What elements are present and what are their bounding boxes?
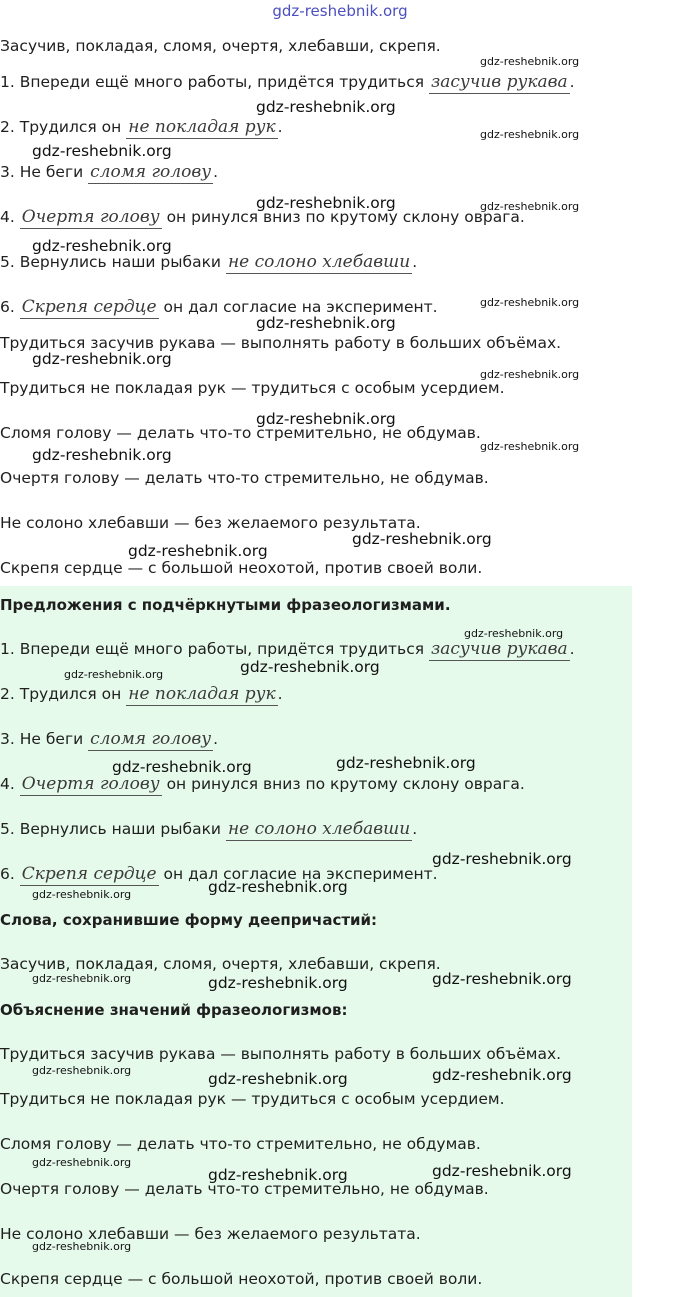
answer-meaning-1: Трудиться засучив рукава — выполнять работу в больших объёмах.: [0, 1045, 562, 1063]
watermark: gdz-reshebnik.org: [464, 627, 564, 640]
heading-words: Слова, сохранившие форму деепричастий:: [0, 911, 378, 929]
watermark: gdz-reshebnik.org: [256, 194, 396, 212]
top-meaning-3: Сломя голову — делать что-то стремительно, не обдумав.: [0, 424, 481, 442]
sentence-text: Трудился он: [19, 118, 122, 136]
sentence-text: Впереди ещё много работы, придётся трудиться: [19, 640, 425, 658]
answer-sentence-5: [0, 819, 417, 839]
sentence-tail: .: [213, 163, 219, 181]
watermark: gdz-reshebnik.org: [256, 314, 396, 332]
site-title: gdz-reshebnik.org: [272, 2, 408, 20]
sentence-number: 3.: [0, 730, 15, 748]
watermark: gdz-reshebnik.org: [480, 296, 580, 309]
watermark: gdz-reshebnik.org: [256, 98, 396, 116]
watermark: gdz-reshebnik.org: [208, 974, 348, 992]
sentence-tail: .: [412, 820, 418, 838]
watermark: gdz-reshebnik.org: [112, 758, 252, 776]
underlined-phrase: Очертя голову: [21, 207, 160, 227]
underlined-phrase: не покладая рук: [128, 684, 276, 704]
watermark: gdz-reshebnik.org: [32, 1156, 132, 1169]
sentence-number: 3.: [0, 163, 15, 181]
sentence-text: Не беги: [19, 730, 84, 748]
sentence-tail: он дал согласие на эксперимент.: [163, 865, 438, 883]
underlined-phrase: засучив рукава: [430, 72, 568, 92]
underlined-phrase: Скрепя сердце: [21, 864, 157, 884]
underlined-phrase: не покладая рук: [128, 117, 276, 137]
underlined-phrase: не солоно хлебавши: [227, 252, 411, 272]
heading-sentences: Предложения с подчёркнутыми фразеологизмами.: [0, 596, 451, 614]
sentence-tail: .: [213, 730, 219, 748]
sentence-tail: .: [569, 640, 575, 658]
top-meaning-5: Не солоно хлебавши — без желаемого результата.: [0, 514, 421, 532]
watermark: gdz-reshebnik.org: [480, 55, 580, 68]
top-words-line: Засучив, покладая, сломя, очертя, хлебавши, скрепя.: [0, 37, 441, 55]
watermark: gdz-reshebnik.org: [32, 972, 132, 985]
watermark: gdz-reshebnik.org: [480, 368, 580, 381]
sentence-text: Впереди ещё много работы, придётся трудиться: [19, 73, 425, 91]
watermark: gdz-reshebnik.org: [208, 878, 348, 896]
underlined-phrase: не солоно хлебавши: [227, 819, 411, 839]
watermark: gdz-reshebnik.org: [480, 440, 580, 453]
underlined-phrase: засучив рукава: [430, 639, 568, 659]
sentence-tail: он ринулся вниз по крутому склону оврага.: [166, 775, 525, 793]
sentence-number: 5.: [0, 820, 15, 838]
answer-sentence-3: [0, 729, 218, 749]
underlined-phrase: Скрепя сердце: [21, 297, 157, 317]
top-meaning-4: Очертя голову — делать что-то стремительно, не обдумав.: [0, 469, 489, 487]
top-sentence-2: [0, 117, 283, 137]
sentence-tail: .: [412, 253, 418, 271]
watermark: gdz-reshebnik.org: [480, 128, 580, 141]
sentence-tail: он дал согласие на эксперимент.: [163, 298, 438, 316]
answer-meaning-6: Скрепя сердце — с большой неохотой, против своей воли.: [0, 1270, 483, 1288]
underlined-phrase: сломя голову: [90, 162, 212, 182]
top-sentence-3: [0, 162, 218, 182]
sentence-number: 6.: [0, 865, 15, 883]
sentence-text: Трудился он: [19, 685, 122, 703]
watermark: gdz-reshebnik.org: [32, 888, 132, 901]
answer-words-line: Засучив, покладая, сломя, очертя, хлебавши, скрепя.: [0, 955, 441, 973]
heading-meanings: Объяснение значений фразеологизмов:: [0, 1001, 348, 1019]
watermark: gdz-reshebnik.org: [432, 1162, 572, 1180]
sentence-number: 4.: [0, 775, 15, 793]
watermark: gdz-reshebnik.org: [208, 1166, 348, 1184]
top-meaning-1: Трудиться засучив рукава — выполнять работу в больших объёмах.: [0, 334, 562, 352]
watermark: gdz-reshebnik.org: [432, 1066, 572, 1084]
watermark: gdz-reshebnik.org: [208, 1070, 348, 1088]
watermark: gdz-reshebnik.org: [32, 1240, 132, 1253]
sentence-number: 2.: [0, 685, 15, 703]
answer-meaning-5: Не солоно хлебавши — без желаемого результата.: [0, 1225, 421, 1243]
watermark: gdz-reshebnik.org: [32, 350, 172, 368]
sentence-tail: .: [277, 118, 283, 136]
underlined-phrase: сломя голову: [90, 729, 212, 749]
answer-sentence-1: [0, 639, 575, 659]
watermark: gdz-reshebnik.org: [480, 200, 580, 213]
watermark: gdz-reshebnik.org: [32, 237, 172, 255]
top-sentence-1: [0, 72, 575, 92]
sentence-text: Не беги: [19, 163, 84, 181]
watermark: gdz-reshebnik.org: [240, 658, 380, 676]
sentence-text: Вернулись наши рыбаки: [19, 820, 221, 838]
top-meaning-2: Трудиться не покладая рук — трудиться с особым усердием.: [0, 379, 505, 397]
watermark: gdz-reshebnik.org: [128, 542, 268, 560]
answer-meaning-4: Очертя голову — делать что-то стремительно, не обдумав.: [0, 1180, 489, 1198]
watermark: gdz-reshebnik.org: [352, 530, 492, 548]
answer-sentence-4: [0, 774, 525, 794]
answer-meaning-2: Трудиться не покладая рук — трудиться с особым усердием.: [0, 1090, 505, 1108]
sentence-tail: он ринулся вниз по крутому склону оврага.: [166, 208, 525, 226]
watermark: gdz-reshebnik.org: [432, 970, 572, 988]
sentence-tail: .: [569, 73, 575, 91]
top-meaning-6: Скрепя сердце — с большой неохотой, против своей воли.: [0, 559, 483, 577]
sentence-tail: .: [277, 685, 283, 703]
watermark: gdz-reshebnik.org: [432, 850, 572, 868]
sentence-number: 1.: [0, 73, 15, 91]
watermark: gdz-reshebnik.org: [64, 668, 164, 681]
top-sentence-5: [0, 252, 417, 272]
answer-sentence-2: [0, 684, 283, 704]
underlined-phrase: Очертя голову: [21, 774, 160, 794]
watermark: gdz-reshebnik.org: [32, 142, 172, 160]
watermark: gdz-reshebnik.org: [32, 446, 172, 464]
watermark: gdz-reshebnik.org: [32, 1064, 132, 1077]
sentence-text: Вернулись наши рыбаки: [19, 253, 221, 271]
answer-meaning-3: Сломя голову — делать что-то стремительно, не обдумав.: [0, 1135, 481, 1153]
sentence-number: 6.: [0, 298, 15, 316]
watermark: gdz-reshebnik.org: [336, 754, 476, 772]
sentence-number: 2.: [0, 118, 15, 136]
watermark: gdz-reshebnik.org: [256, 410, 396, 428]
sentence-number: 5.: [0, 253, 15, 271]
sentence-number: 1.: [0, 640, 15, 658]
sentence-number: 4.: [0, 208, 15, 226]
